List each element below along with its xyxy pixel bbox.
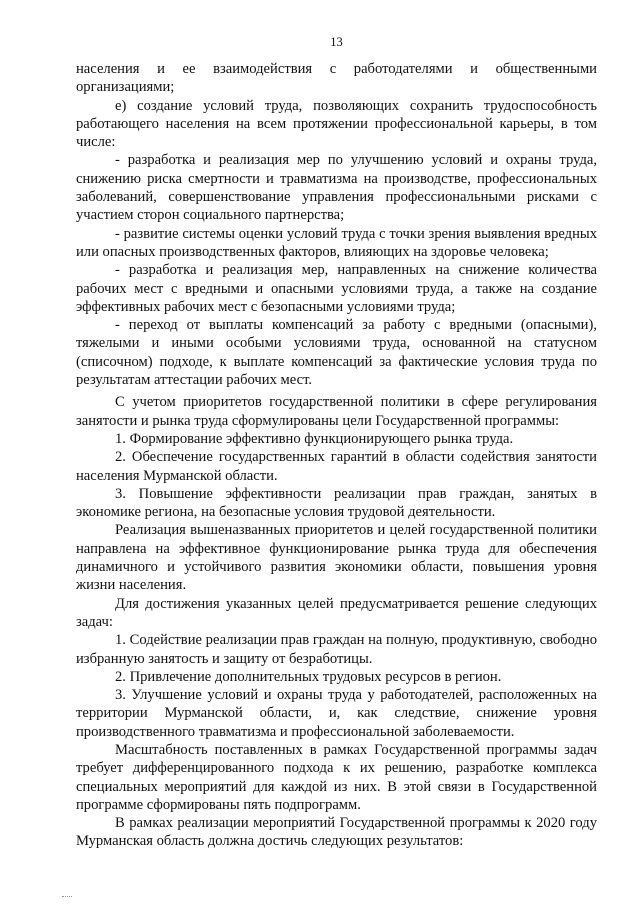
list-item: 1. Формирование эффективно функционирующего рынка труда.: [115, 430, 514, 447]
list-item: 3. Повышение эффективности реализации прав граждан, занятых в экономике региона, на безопасные условия трудовой деятельности.: [76, 485, 597, 521]
list-item: 2. Обеспечение государственных гарантий в области содействия занятости населения Мурманской области.: [76, 449, 597, 484]
list-item: 2. Привлечение дополнительных трудовых ресурсов в регион.: [115, 668, 502, 685]
paragraph: Для достижения указанных целей предусматривается решение следующих задач:: [76, 595, 597, 630]
paragraph: е) создание условий труда, позволяющих сохранить трудоспособность работающего населения на всем протяжении профессиональной карьеры, в том числе:: [76, 97, 597, 151]
scan-artifact: [62, 896, 72, 897]
paragraph: Масштабность поставленных в рамках Государственной программы задач требует дифференцированного подхода к их решению, разработке комплекса специальных мероприятий для каждой из них. В этой связи в Государственной программе сформированы пять подпрограмм.: [76, 741, 597, 813]
list-item: - развитие системы оценки условий труда с точки зрения выявления вредных или опасных производственных факторов, влияющих на здоровье человека;: [76, 225, 597, 260]
list-item: - разработка и реализация мер по улучшению условий и охраны труда, снижению риска смертности и травматизма на производстве, профессиональных заболеваний, совершенствование управления профессиональными рисками с участием сторон социального партнерства;: [76, 152, 597, 224]
page-number: 13: [330, 35, 343, 49]
paragraph: В рамках реализации мероприятий Государственной программы к 2020 году Мурманская область должна достичь следующих результатов:: [76, 815, 597, 850]
list-item: - переход от выплаты компенсаций за работу с вредными (опасными), тяжелыми и иными особыми условиями труда, основанной на статусном (списочном) подходе, к выплате компенсаций за фактические условия труда по результатам аттестации рабочих мест.: [76, 317, 597, 389]
document-body: [76, 60, 597, 851]
paragraph: населения и ее взаимодействия с работодателями и общественными организациями;: [76, 61, 597, 96]
list-item: 1. Содействие реализации прав граждан на полную, продуктивную, свободно избранную занятость и защиту от безработицы.: [76, 632, 597, 667]
list-item: 3. Улучшение условий и охраны труда у работодателей, расположенных на территории Мурманской области, и, как следствие, снижение уровня производственного травматизма и профессиональной заболеваемости.: [76, 687, 597, 740]
list-item: - разработка и реализация мер, направленных на снижение количества рабочих мест с вредными и опасными условиями труда, а также на создание эффективных рабочих мест с безопасными условиями труда;: [76, 262, 597, 315]
paragraph: С учетом приоритетов государственной политики в сфере регулирования занятости и рынка труда сформулированы цели Государственной программы:: [76, 394, 597, 429]
paragraph: Реализация вышеназванных приоритетов и целей государственной политики направлена на эффективное функционирование рынка труда для обеспечения динамичного и устойчивого развития экономики области, повышения уровня жизни населения.: [76, 522, 597, 594]
